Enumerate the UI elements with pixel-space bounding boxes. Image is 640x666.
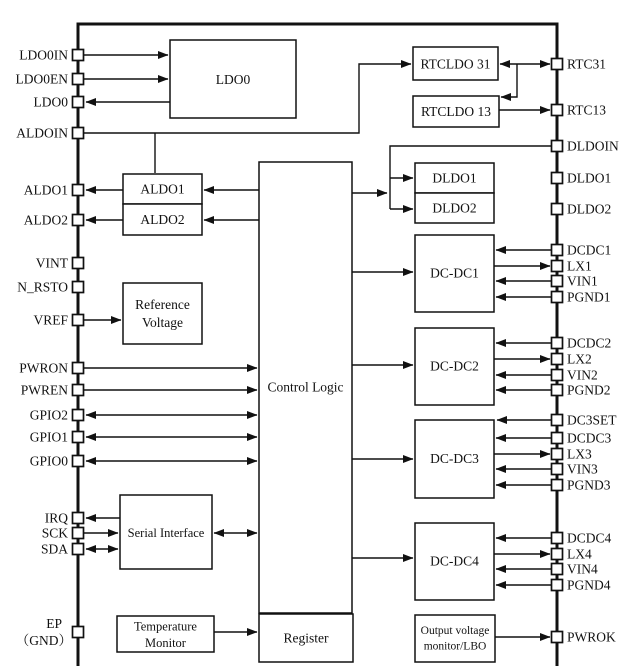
pin-gpio0-label: GPIO0 [29, 453, 68, 469]
block-reference-voltage-line2: Voltage [142, 315, 183, 330]
pin-dcdc1 [552, 245, 563, 256]
block-register-label: Register [283, 630, 329, 646]
pin-lx1 [552, 261, 563, 272]
block-dcdc1-label: DC-DC1 [430, 265, 479, 281]
pin-vin1-label: VIN1 [567, 273, 598, 289]
pin-pwron-label: PWRON [19, 360, 68, 376]
pin-dldo1-label: DLDO1 [567, 170, 612, 186]
pin-pwren [73, 385, 84, 396]
pin-dcdc2 [552, 338, 563, 349]
pin-n-rsto-label: N_RSTO [17, 279, 68, 295]
pin-pgnd2-label: PGND2 [567, 382, 611, 398]
pin-vint [73, 258, 84, 269]
pin-pwron [73, 363, 84, 374]
pin-lx2 [552, 354, 563, 365]
pin-vin4-label: VIN4 [567, 561, 598, 577]
pin-dcdc1-label: DCDC1 [567, 242, 612, 258]
pin-ep-label: EP [46, 616, 62, 631]
pin-ldo0en-label: LDO0EN [15, 71, 68, 87]
pin-sda-label: SDA [40, 541, 68, 557]
pin-pgnd1 [552, 292, 563, 303]
pin-pwren-label: PWREN [20, 382, 68, 398]
block-reference-voltage-line1: Reference [135, 297, 190, 312]
pin-n-rsto [73, 282, 84, 293]
pin-ldo0 [73, 97, 84, 108]
block-dldo1-label: DLDO1 [432, 170, 477, 186]
block-reference-voltage [123, 283, 202, 344]
pin-vin4 [552, 564, 563, 575]
pin-dldoin-label: DLDOIN [567, 138, 619, 154]
pin-lx1-label: LX1 [567, 258, 592, 274]
pin-gpio0 [73, 456, 84, 467]
pin-pwrok-label: PWROK [567, 629, 616, 645]
pin-pgnd3 [552, 480, 563, 491]
pin-gpio2 [73, 410, 84, 421]
pin-irq [73, 513, 84, 524]
pin-ep [73, 627, 84, 638]
pin-dcdc3 [552, 433, 563, 444]
pin-aldo2-label: ALDO2 [23, 212, 68, 228]
pin-dcdc4-label: DCDC4 [567, 530, 612, 546]
pin-dcdc3-label: DCDC3 [567, 430, 612, 446]
pin-dcdc4 [552, 533, 563, 544]
pin-rtc13-label: RTC13 [567, 102, 606, 118]
pin-aldo1 [73, 185, 84, 196]
block-temperature-monitor-line2: Monitor [145, 636, 186, 650]
right-pins [552, 57, 619, 645]
pin-aldo1-label: ALDO1 [23, 182, 68, 198]
pin-lx3-label: LX3 [567, 446, 592, 462]
pin-ldo0in [73, 50, 84, 61]
pin-rtc31 [552, 59, 563, 70]
pin-vref-label: VREF [33, 312, 68, 328]
pin-vin3-label: VIN3 [567, 461, 598, 477]
block-dcdc2-label: DC-DC2 [430, 358, 479, 374]
pin-aldoin-label: ALDOIN [16, 125, 68, 141]
pin-gpio2-label: GPIO2 [29, 407, 68, 423]
pin-aldo2 [73, 215, 84, 226]
left-pins [16, 48, 84, 649]
pin-pgnd3-label: PGND3 [567, 477, 611, 493]
pin-ldo0en [73, 74, 84, 85]
pin-pgnd2 [552, 385, 563, 396]
pin-dldo1 [552, 173, 563, 184]
pin-dc3set [552, 415, 563, 426]
pin-gpio1-label: GPIO1 [29, 429, 68, 445]
pin-pwrok [552, 632, 563, 643]
block-dcdc4-label: DC-DC4 [430, 553, 479, 569]
pin-pgnd4 [552, 580, 563, 591]
pin-dc3set-label: DC3SET [567, 412, 617, 428]
pin-aldoin [73, 128, 84, 139]
block-serial-interface-label: Serial Interface [127, 526, 205, 540]
pin-vin2 [552, 370, 563, 381]
block-output-voltage-monitor-line1: Output voltage [420, 625, 490, 637]
pin-vin2-label: VIN2 [567, 367, 598, 383]
pin-dldo2 [552, 204, 563, 215]
pin-ep-label2: （GND） [15, 633, 72, 648]
pin-vint-label: VINT [35, 255, 68, 271]
pin-gpio1 [73, 432, 84, 443]
pin-vin3 [552, 464, 563, 475]
pin-rtc13 [552, 105, 563, 116]
pin-sda [73, 544, 84, 555]
pin-sck [73, 528, 84, 539]
pin-dldoin [552, 141, 563, 152]
block-aldo1-label: ALDO1 [140, 181, 185, 197]
pin-irq-label: IRQ [44, 510, 68, 526]
wire-rtc31-rtcldo13 [501, 64, 517, 97]
pin-rtc31-label: RTC31 [567, 56, 606, 72]
pin-ldo0-label: LDO0 [33, 94, 68, 110]
pin-ldo0in-label: LDO0IN [19, 47, 68, 63]
block-output-voltage-monitor [415, 615, 495, 662]
pin-lx4 [552, 549, 563, 560]
pin-pgnd4-label: PGND4 [567, 577, 611, 593]
block-ldo0-label: LDO0 [215, 72, 251, 87]
pin-lx2-label: LX2 [567, 351, 592, 367]
block-control-logic-label: Control Logic [267, 379, 344, 395]
block-dldo2-label: DLDO2 [432, 200, 477, 216]
pin-sck-label: SCK [41, 525, 68, 541]
pin-lx4-label: LX4 [567, 546, 592, 562]
pin-dldo2-label: DLDO2 [567, 201, 612, 217]
block-temperature-monitor-line1: Temperature [134, 619, 197, 634]
block-rtcldo13-label: RTCLDO 13 [420, 104, 492, 119]
block-output-voltage-monitor-line2: monitor/LBO [423, 640, 487, 653]
pin-dcdc2-label: DCDC2 [567, 335, 612, 351]
pin-pgnd1-label: PGND1 [567, 289, 611, 305]
block-rtcldo31-label: RTCLDO 31 [420, 56, 491, 72]
block-aldo2-label: ALDO2 [140, 212, 185, 227]
pin-vin1 [552, 276, 563, 287]
pin-lx3 [552, 449, 563, 460]
pin-vref [73, 315, 84, 326]
block-dcdc3-label: DC-DC3 [430, 451, 479, 466]
